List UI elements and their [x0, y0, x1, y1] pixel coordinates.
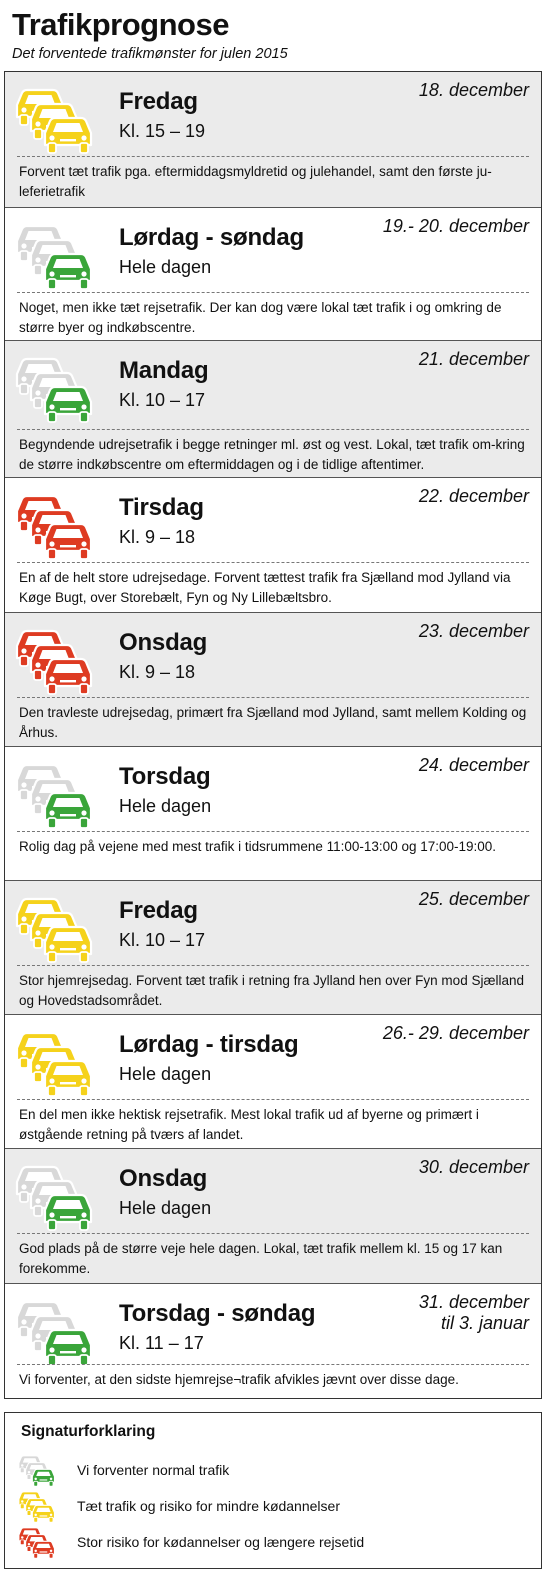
day-description: En af de helt store udrejsedage. Forvent tættest trafik fra Sjælland mod Jylland via Køge Bugt, over Storebælt, Fyn og Ny Lillebæltsbro.: [19, 570, 511, 605]
legend-label: Vi forventer normal trafik: [77, 1462, 230, 1478]
dashed-divider: [17, 156, 529, 157]
red-traffic-cars-icon: [17, 1525, 65, 1561]
car-icon: [13, 893, 103, 967]
date-label: [383, 1023, 529, 1044]
time-range: Hele dagen: [119, 1198, 212, 1218]
date-text: 23. december: [418, 621, 529, 641]
dashed-divider: [17, 1364, 529, 1365]
car-icon: [13, 1161, 103, 1235]
day-name: Lørdag - søndag: [119, 224, 304, 251]
time-range: Kl. 10 – 17: [119, 390, 206, 410]
date-text: 25. december: [418, 889, 529, 909]
page-title: Trafikprognose: [12, 7, 229, 42]
car-icon: [17, 1453, 65, 1489]
car-icon: [13, 490, 103, 564]
time-range: Kl. 9 – 18: [119, 527, 196, 547]
date-label: [419, 349, 529, 370]
day-row: [5, 1148, 541, 1283]
day-row: [5, 477, 541, 612]
day-row: [5, 880, 541, 1014]
red-traffic-cars-icon: [13, 490, 97, 562]
date-label: [419, 80, 529, 101]
forecast-list: [4, 71, 542, 1399]
dashed-divider: [17, 429, 529, 430]
day-row: [5, 746, 541, 880]
green-traffic-cars-icon: [13, 1296, 97, 1368]
day-row: [5, 207, 541, 340]
legend-item-green: [17, 1453, 537, 1489]
day-description: God plads på de større veje hele dagen. Lokal, tæt trafik mellem kl. 15 og 17 kan forekomme.: [19, 1241, 503, 1276]
day-description: Rolig dag på vejene med mest trafik i tidsrummene 11:00-13:00 og 17:00-19:00.: [19, 839, 497, 854]
date-text: 31. december: [418, 1292, 529, 1312]
day-description: Forvent tæt trafik pga. eftermiddagsmyldretid og julehandel, samt den første ju-leferietrafik: [19, 164, 492, 199]
dashed-divider: [17, 1233, 529, 1234]
car-icon: [13, 1296, 103, 1370]
day-description: Noget, men ikke tæt rejsetrafik. Der kan dog være lokal tæt trafik i og omkring de større byer og indkøbscentre.: [19, 300, 502, 335]
yellow-traffic-cars-icon: [13, 1027, 97, 1099]
header: [12, 6, 542, 63]
time-range: Kl. 11 – 17: [119, 1333, 204, 1353]
date-label: [419, 621, 529, 642]
time-range: Hele dagen: [119, 257, 212, 277]
day-description: Vi forventer, at den sidste hjemrejse¬trafik afvikles jævnt over disse dage.: [19, 1372, 459, 1387]
legend-item-red: [17, 1525, 537, 1561]
car-icon: [17, 1525, 65, 1561]
day-row: [5, 1283, 541, 1400]
date-text: 22. december: [418, 486, 529, 506]
day-row: [5, 612, 541, 746]
day-name: Fredag: [119, 88, 198, 115]
page-subtitle: Det forventede trafikmønster for julen 2015: [12, 46, 288, 62]
time-range: Hele dagen: [119, 796, 212, 816]
date-label: [419, 486, 529, 507]
green-traffic-cars-icon: [13, 1161, 97, 1233]
day-name: Tirsdag: [119, 494, 204, 521]
day-name: Onsdag: [119, 629, 208, 656]
day-row: [5, 340, 541, 477]
car-icon: [13, 759, 103, 833]
car-icon: [13, 220, 103, 294]
dashed-divider: [17, 697, 529, 698]
day-name: Torsdag - søndag: [119, 1300, 316, 1327]
dashed-divider: [17, 292, 529, 293]
green-traffic-cars-icon: [17, 1453, 65, 1489]
date-text: 26.- 29. december: [382, 1023, 529, 1043]
date-text: 19.- 20. december: [382, 216, 529, 236]
legend-label: Tæt trafik og risiko for mindre kødannelser: [77, 1498, 340, 1514]
day-row: [5, 1014, 541, 1148]
date-label: [383, 216, 529, 237]
day-description: Den travleste udrejsedag, primært fra Sjælland mod Jylland, samt mellem Kolding og Århus.: [19, 705, 527, 740]
day-description: En del men ikke hektisk rejsetrafik. Mest lokal trafik ud af byerne og primært i østgående retning på tværs af landet.: [19, 1107, 479, 1142]
day-description: Begyndende udrejsetrafik i begge retninger ml. øst og vest. Lokal, tæt trafik om-kring de større indkøbscentre om eftermiddagen og i de tidlige aftentimer.: [19, 437, 525, 472]
yellow-traffic-cars-icon: [13, 84, 97, 156]
car-icon: [13, 1027, 103, 1101]
date-text: 30. december: [418, 1157, 529, 1177]
car-icon: [17, 1489, 65, 1525]
time-range: Kl. 10 – 17: [119, 930, 206, 950]
date-label: [419, 755, 529, 776]
day-name: Mandag: [119, 357, 209, 384]
day-row: [5, 72, 541, 207]
car-icon: [13, 625, 103, 699]
dashed-divider: [17, 965, 529, 966]
date-text: 18. december: [418, 80, 529, 100]
day-name: Fredag: [119, 897, 198, 924]
day-name: Torsdag: [119, 763, 211, 790]
dashed-divider: [17, 562, 529, 563]
legend: [4, 1412, 542, 1569]
time-range: Kl. 9 – 18: [119, 662, 196, 682]
yellow-traffic-cars-icon: [13, 893, 97, 965]
date-label: [419, 1157, 529, 1178]
time-range: Kl. 15 – 19: [119, 121, 206, 141]
date-label: [419, 1292, 529, 1334]
day-name: Onsdag: [119, 1165, 208, 1192]
dashed-divider: [17, 831, 529, 832]
day-description: Stor hjemrejsedag. Forvent tæt trafik i retning fra Jylland hen over Fyn mod Sjælland og Hovedstadsområdet.: [19, 973, 524, 1008]
car-icon: [13, 84, 103, 158]
yellow-traffic-cars-icon: [17, 1489, 65, 1525]
date-text: 21. december: [418, 349, 529, 369]
time-range: Hele dagen: [119, 1064, 212, 1084]
legend-label: Stor risiko for kødannelser og længere rejsetid: [77, 1534, 365, 1550]
date-text-end: til 3. januar: [440, 1313, 529, 1333]
green-traffic-cars-icon: [13, 353, 97, 425]
car-icon: [13, 353, 103, 427]
dashed-divider: [17, 1099, 529, 1100]
red-traffic-cars-icon: [13, 625, 97, 697]
legend-item-yellow: [17, 1489, 537, 1525]
date-text: 24. december: [418, 755, 529, 775]
green-traffic-cars-icon: [13, 220, 97, 292]
green-traffic-cars-icon: [13, 759, 97, 831]
legend-title: Signaturforklaring: [21, 1423, 156, 1440]
date-label: [419, 889, 529, 910]
day-name: Lørdag - tirsdag: [119, 1031, 299, 1058]
